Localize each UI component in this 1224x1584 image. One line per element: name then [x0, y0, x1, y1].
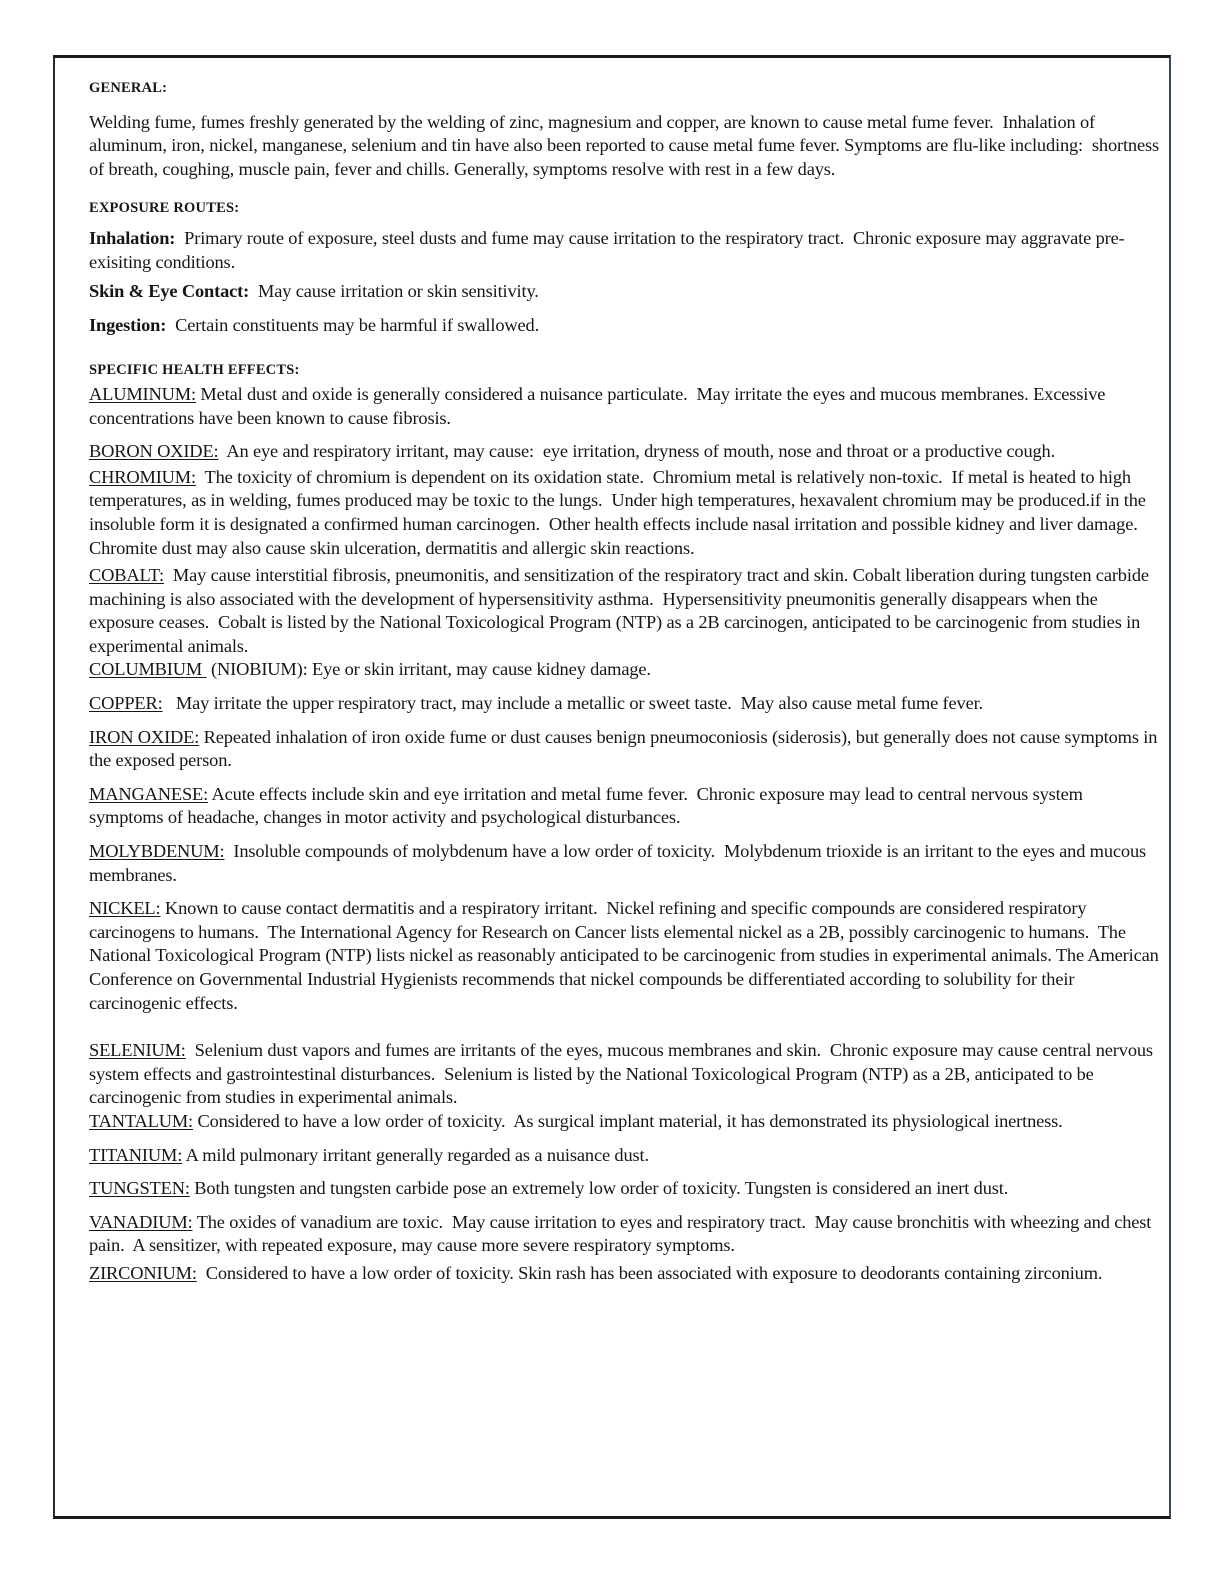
- element-description: An eye and respiratory irritant, may cause: eye irritation, dryness of mouth, nose and throat or a productive cough.: [218, 441, 1056, 462]
- general-text: Welding fume, fumes freshly generated by the welding of zinc, magnesium and copper, are known to cause metal fume fever. Inhalation of aluminum, iron, nickel, manganese, selenium and tin have also been reported to cause metal fume fever. Symptoms are flu-like including: shortness of breath, coughing, muscle pain, fever and chills. Generally, symptoms resolve with rest in a few days.: [89, 111, 1164, 179]
- element-description: The toxicity of chromium is dependent on its oxidation state. Chromium metal is relatively non-toxic. If metal is heated to high temperatures, as in welding, fumes produced may be toxic to the lungs. Under high temperatures, hexavalent chromium may be produced.if in the insoluble form it is designated a confirmed human carcinogen. Other health effects include nasal irritation and possible kidney and liver damage. Chromite dust may also cause skin ulceration, dermatitis and allergic skin reactions.: [89, 466, 1151, 558]
- element-name: ZIRCONIUM:: [89, 1262, 197, 1283]
- element-name: MOLYBDENUM:: [89, 841, 225, 862]
- element-name: TUNGSTEN:: [89, 1178, 190, 1199]
- element-description: Considered to have a low order of toxicity. Skin rash has been associated with exposure to deodorants containing zirconium.: [196, 1262, 1103, 1283]
- element-description: Considered to have a low order of toxicity. As surgical implant material, it has demonstrated its physiological inertness.: [193, 1110, 1063, 1131]
- general-heading: GENERAL:: [89, 80, 168, 96]
- health-effect-entry: [89, 658, 1161, 682]
- element-description: Repeated inhalation of iron oxide fume or dust causes benign pneumoconiosis (siderosis), but generally does not cause symptoms in the exposed person.: [89, 726, 1162, 771]
- element-description: Known to cause contact dermatitis and a respiratory irritant. Nickel refining and specific compounds are considered respiratory carcinogens to humans. The International Agency for Research on Cancer lists elemental nickel as a 2B, possibly carcinogenic to humans. The National Toxicological Program (NTP) lists nickel as reasonably anticipated to be carcinogenic from studies in experimental animals. The American Conference on Governmental Industrial Hygienists recommends that nickel compounds be differentiated according to solubility for their carcinogenic effects.: [89, 898, 1164, 1013]
- element-description: Metal dust and oxide is generally considered a nuisance particulate. May irritate the eyes and mucous membranes. Excessive concentrations have been known to cause fibrosis.: [89, 383, 1110, 428]
- element-name: SELENIUM:: [89, 1040, 186, 1061]
- exposure-route-ingestion: [89, 314, 1161, 338]
- health-effect-entry: [89, 783, 1161, 830]
- specific-health-effects-heading: SPECIFIC HEALTH EFFECTS:: [89, 362, 300, 379]
- route-label: Inhalation:: [89, 227, 176, 248]
- element-description: Selenium dust vapors and fumes are irritants of the eyes, mucous membranes and skin. Chronic exposure may cause central nervous system effects and gastrointestinal disturbances. Selenium is listed by the National Toxicological Program (NTP) as a 2B, anticipated to be carcinogenic from studies in experimental animals.: [89, 1040, 1158, 1108]
- element-name: COLUMBIUM: [89, 659, 207, 680]
- exposure-routes-heading: EXPOSURE ROUTES:: [89, 200, 240, 217]
- element-description: Insoluble compounds of molybdenum have a low order of toxicity. Molybdenum trioxide is an irritant to the eyes and mucous membranes.: [89, 841, 1151, 885]
- health-effect-entry: [89, 726, 1161, 773]
- health-effect-entry: [89, 1262, 1161, 1286]
- element-description: The oxides of vanadium are toxic. May cause irritation to eyes and respiratory tract. May cause bronchitis with wheezing and chest pain. A sensitizer, with repeated exposure, may cause more severe respiratory symptoms.: [89, 1211, 1156, 1256]
- health-effect-entry: [89, 1177, 1161, 1201]
- health-effect-entry: [89, 564, 1161, 658]
- health-effect-entry: [89, 440, 1161, 464]
- element-name: TITANIUM:: [89, 1144, 183, 1165]
- health-effect-entry: [89, 692, 1161, 716]
- health-effect-entry: [89, 383, 1161, 430]
- health-effects-list: [89, 383, 1164, 1286]
- element-name: VANADIUM:: [89, 1211, 193, 1232]
- element-description: May cause interstitial fibrosis, pneumonitis, and sensitization of the respiratory tract and skin. Cobalt liberation during tungsten carbide machining is also associated with the development of hypersensitivity asthma. Hypersensitivity pneumonitis generally disappears when the exposure ceases. Cobalt is listed by the National Toxicological Program (NTP) as a 2B carcinogen, anticipated to be carcinogenic from studies in experimental animals.: [89, 565, 1154, 656]
- element-description: May irritate the upper respiratory tract, may include a metallic or sweet taste. May also cause metal fume fever.: [162, 693, 984, 714]
- health-effect-entry: [89, 1110, 1161, 1134]
- exposure-route-skin-eye: [89, 280, 1161, 304]
- route-text: May cause irritation or skin sensitivity.: [249, 281, 539, 302]
- element-description: Acute effects include skin and eye irritation and metal fume fever. Chronic exposure may lead to central nervous system symptoms of headache, changes in motor activity and psychological disturbances.: [89, 783, 1088, 828]
- route-text: Primary route of exposure, steel dusts and fume may cause irritation to the respiratory tract. Chronic exposure may aggravate pre-exisiting conditions.: [89, 227, 1125, 272]
- element-name: BORON OXIDE:: [89, 441, 219, 462]
- route-text: Certain constituents may be harmful if swallowed.: [166, 314, 540, 335]
- health-effect-entry: [89, 897, 1164, 1015]
- exposure-route-inhalation: [89, 227, 1161, 274]
- element-name: MANGANESE:: [89, 783, 209, 804]
- element-name: NICKEL:: [89, 898, 161, 919]
- element-description: A mild pulmonary irritant generally regarded as a nuisance dust.: [182, 1144, 649, 1165]
- health-effect-entry: [89, 1211, 1161, 1258]
- element-description: Both tungsten and tungsten carbide pose an extremely low order of toxicity. Tungsten is considered an inert dust.: [189, 1178, 1009, 1199]
- element-name: COBALT:: [89, 565, 165, 586]
- element-name: IRON OXIDE:: [89, 726, 200, 747]
- element-name: CHROMIUM:: [89, 466, 196, 487]
- document-body: [89, 77, 1164, 1286]
- health-effect-entry: [89, 466, 1161, 560]
- element-name: TANTALUM:: [89, 1110, 193, 1131]
- health-effect-entry: [89, 1039, 1161, 1110]
- element-name: ALUMINUM:: [89, 383, 196, 404]
- element-name: COPPER:: [89, 693, 163, 714]
- health-effect-entry: [89, 840, 1161, 887]
- health-effect-entry: [89, 1144, 1161, 1168]
- element-description: (NIOBIUM): Eye or skin irritant, may cause kidney damage.: [206, 659, 651, 680]
- route-label: Ingestion:: [89, 314, 167, 335]
- route-label: Skin & Eye Contact:: [89, 281, 250, 302]
